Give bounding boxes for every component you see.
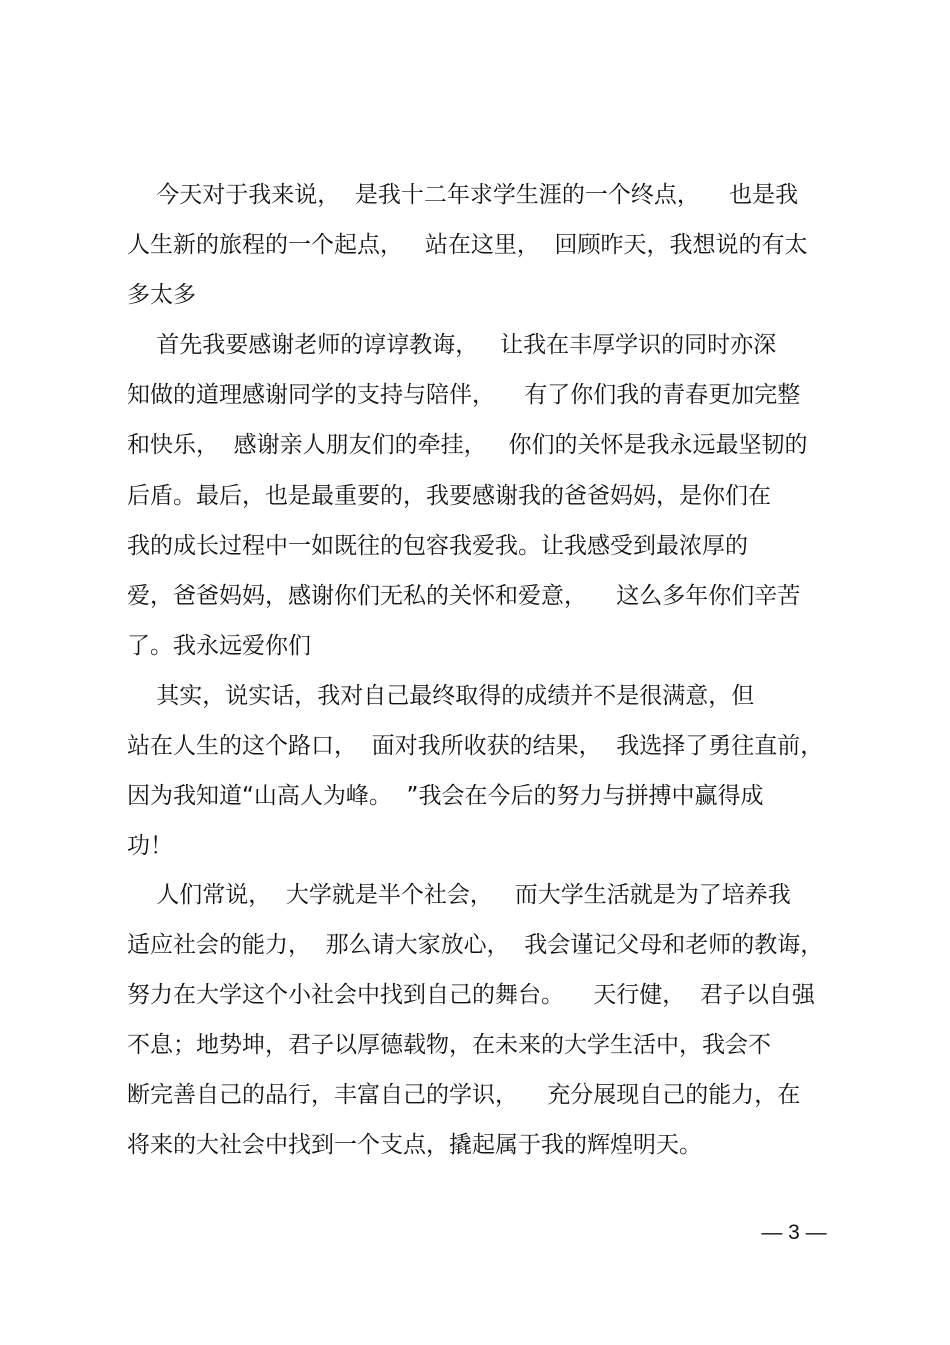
paragraph-line: 知做的道理感谢同学的支持与陪伴， 有了你们我的青春更加完整 xyxy=(127,382,801,408)
page-number: — 3 — xyxy=(761,1221,827,1244)
paragraph-line: 了。我永远爱你们 xyxy=(127,633,311,659)
paragraph-line: 其实，说实话，我对自己最终取得的成绩并不是很满意，但 xyxy=(127,683,755,709)
paragraph-line: 人生新的旅程的一个起点， 站在这里， 回顾昨天，我想说的有太 xyxy=(127,232,808,258)
paragraph-line: 站在人生的这个路口， 面对我所收获的结果， 我选择了勇往直前， xyxy=(127,733,824,759)
paragraph-line: 多太多 xyxy=(127,282,196,308)
paragraph-line: 适应社会的能力， 那么请大家放心， 我会谨记父母和老师的教诲， xyxy=(127,932,824,958)
paragraph-line: 和快乐， 感谢亲人朋友们的牵挂， 你们的关怀是我永远最坚韧的 xyxy=(127,432,808,458)
paragraph-line: 努力在大学这个小社会中找到自己的舞台。 天行健， 君子以自强 xyxy=(127,982,815,1008)
paragraph-line: 不息；地势坤，君子以厚德载物，在未来的大学生活中，我会不 xyxy=(127,1032,771,1058)
paragraph-line: 今天对于我来说， 是我十二年求学生涯的一个终点， 也是我 xyxy=(127,182,799,208)
paragraph-line: 功！ xyxy=(127,833,173,859)
paragraph-line: 爱，爸爸妈妈，感谢你们无私的关怀和爱意， 这么多年你们辛苦 xyxy=(127,583,801,609)
paragraph-line: 首先我要感谢老师的谆谆教诲， 让我在丰厚学识的同时亦深 xyxy=(127,332,777,358)
paragraph-line: 人们常说， 大学就是半个社会， 而大学生活就是为了培养我 xyxy=(127,882,791,908)
paragraph-line: 因为我知道“山高人为峰。 ”我会在今后的努力与拼搏中赢得成 xyxy=(127,783,764,809)
paragraph-line: 断完善自己的品行，丰富自己的学识， 充分展现自己的能力，在 xyxy=(127,1082,801,1108)
paragraph-line: 我的成长过程中一如既往的包容我爱我。让我感受到最浓厚的 xyxy=(127,533,748,559)
paragraph-line: 后盾。最后，也是最重要的，我要感谢我的爸爸妈妈，是你们在 xyxy=(127,483,771,509)
paragraph-line: 将来的大社会中找到一个支点，撬起属于我的辉煌明天。 xyxy=(127,1132,702,1158)
